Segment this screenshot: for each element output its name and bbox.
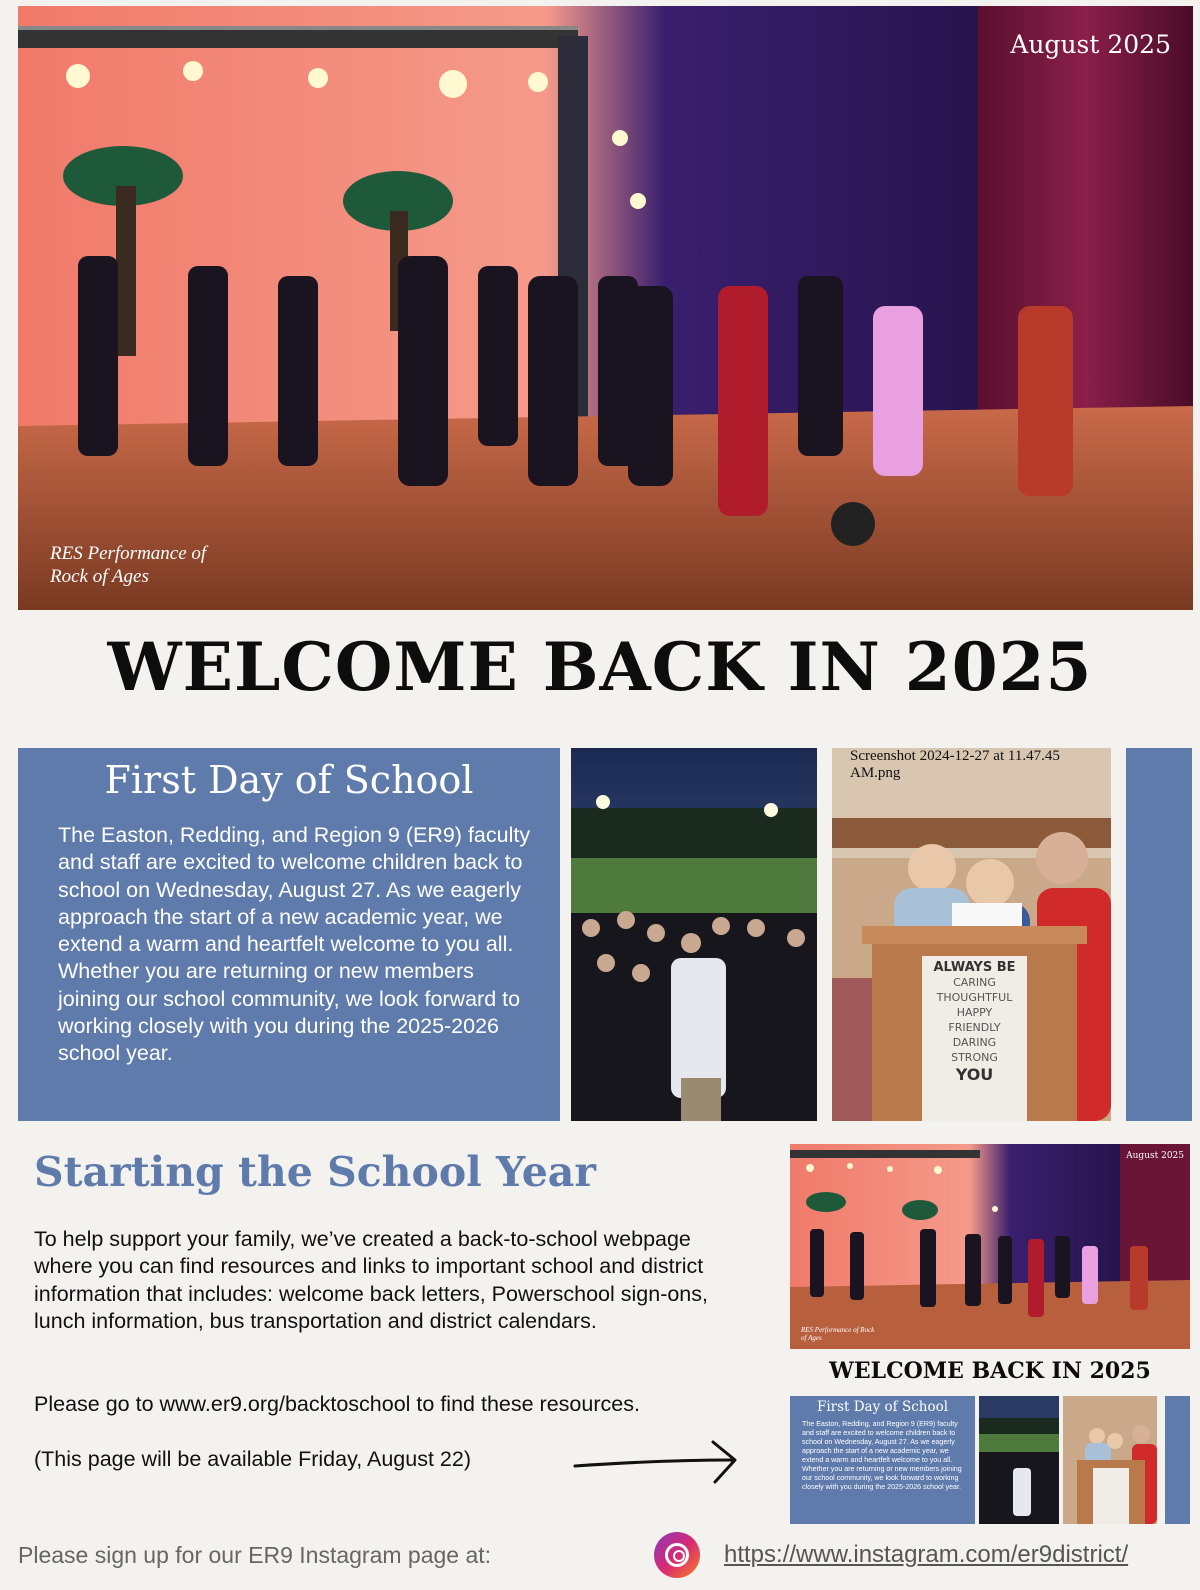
first-day-box bbox=[18, 748, 560, 1121]
arrow-right-icon bbox=[573, 1436, 743, 1488]
thumbnail-hero bbox=[790, 1144, 1190, 1349]
thumbnail-stadium-photo bbox=[979, 1396, 1059, 1524]
thumbnail-hero-image bbox=[790, 1144, 1190, 1349]
starting-body: To help support your family, we’ve created a back-to-school webpage where you can find resources and links to important school and district information that includes: welcome back letters, Powerschool sign-ons, lunch information, bus transportation and district calendars. bbox=[34, 1227, 708, 1333]
page-title: WELCOME BACK IN 2025 bbox=[107, 628, 1093, 706]
resources-url-text: Please go to www.er9.org/backtoschool to find these resources. bbox=[34, 1392, 640, 1416]
newsletter-thumbnail bbox=[790, 1144, 1190, 1524]
thumbnail-podium-image bbox=[1063, 1396, 1157, 1524]
sign-line: FRIENDLY bbox=[948, 1021, 1001, 1034]
sign-line: DARING bbox=[952, 1036, 997, 1049]
sign-line: THOUGHTFUL bbox=[936, 991, 1013, 1004]
thumbnail-first-day-heading: First Day of School bbox=[816, 1399, 949, 1415]
first-day-body: The Easton, Redding, and Region 9 (ER9) faculty and staff are excited to welcome children back to school on Wednesday, August 27. As we eagerly approach the start of a new academic year, we extend a warm and heartfelt welcome to you all. Whether you are returning or new members joining our school community, we look forward to working closely with you during the 2025-2026 school year. bbox=[58, 823, 531, 1066]
decorative-blue-strip bbox=[1126, 748, 1192, 1121]
sign-line: HAPPY bbox=[956, 1006, 993, 1019]
thumbnail-caption: RES Performance of Rock of Ages bbox=[801, 1326, 875, 1342]
first-day-heading: First Day of School bbox=[104, 758, 474, 802]
podium-filename: Screenshot 2024-12-27 at 11.47.45 AM.png bbox=[850, 748, 1060, 781]
availability-text: (This page will be available Friday, August 22) bbox=[34, 1447, 471, 1471]
thumbnail-stadium-image bbox=[979, 1396, 1059, 1524]
hero-photo bbox=[18, 6, 1193, 610]
section-title: Starting the School Year bbox=[34, 1148, 596, 1196]
sign-line: CARING bbox=[953, 976, 996, 989]
sign-line: YOU bbox=[955, 1065, 994, 1084]
podium-sign bbox=[922, 960, 1027, 1084]
thumbnail-blue-strip bbox=[1165, 1396, 1190, 1524]
thumbnail-first-day-box bbox=[790, 1396, 975, 1524]
hero-caption-line2: Rock of Ages bbox=[50, 566, 149, 587]
instagram-link[interactable]: https://www.instagram.com/er9district/ bbox=[724, 1541, 1129, 1568]
instagram-icon[interactable] bbox=[654, 1532, 700, 1578]
sign-line: STRONG bbox=[951, 1051, 998, 1064]
hero-caption bbox=[50, 542, 260, 588]
stadium-photo bbox=[571, 748, 817, 1121]
thumbnail-title: WELCOME BACK IN 2025 bbox=[829, 1358, 1151, 1384]
podium-photo bbox=[832, 748, 1111, 1121]
sign-line: ALWAYS BE bbox=[933, 960, 1016, 975]
stage-performance-image bbox=[18, 6, 1193, 610]
hero-caption-line1: RES Performance of bbox=[50, 543, 207, 564]
hero-date: August 2025 bbox=[1010, 30, 1171, 59]
thumbnail-podium-photo bbox=[1063, 1396, 1157, 1524]
thumbnail-first-day-body: The Easton, Redding, and Region 9 (ER9) faculty and staff are excited to welcome children back to school on Wednesday, August 27. As we eagerly approach the start of a new academic year, we extend a warm and heartfelt welcome to you all. Whether you are returning or new members joining our school community, we look forward to working closely with you during the 2025-2026 school year. bbox=[802, 1420, 962, 1491]
thumbnail-date: August 2025 bbox=[1126, 1151, 1184, 1161]
stadium-image bbox=[571, 748, 817, 1121]
instagram-signup-text: Please sign up for our ER9 Instagram page at: bbox=[18, 1542, 492, 1568]
